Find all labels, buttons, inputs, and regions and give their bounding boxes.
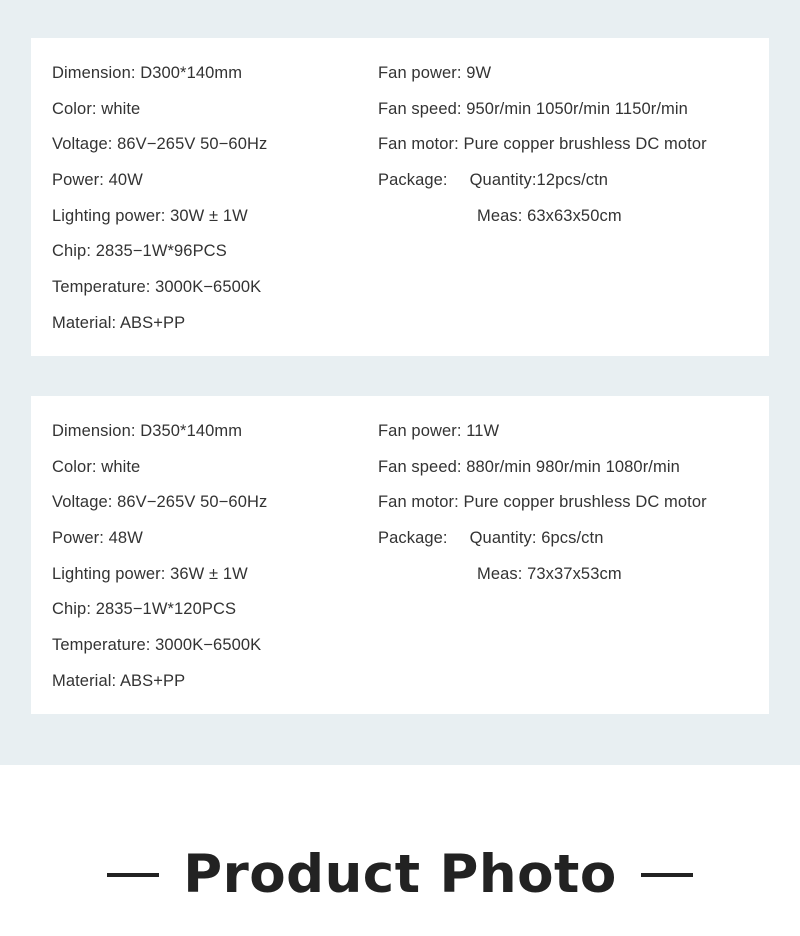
spec-lighting-power: Lighting power: 36W ± 1W <box>52 564 248 583</box>
package-meas: Meas: 63x63x50cm <box>477 206 622 225</box>
spec-list-general <box>52 418 267 704</box>
section-title: Product Photo <box>183 844 617 905</box>
spec-list-general <box>52 60 267 346</box>
spec-power: Power: 48W <box>52 529 143 548</box>
spec-color: Color: white <box>52 99 141 118</box>
package-label: Package: <box>378 529 448 548</box>
spec-list-fan <box>378 60 707 238</box>
spec-lighting-power: Lighting power: 30W ± 1W <box>52 206 248 225</box>
spec-fan-speed: Fan speed: 880r/min 980r/min 1080r/min <box>378 457 680 476</box>
package-quantity: Quantity:12pcs/ctn <box>469 171 609 190</box>
heading-dash-left <box>107 873 159 877</box>
package-meas: Meas: 73x37x53cm <box>477 564 622 583</box>
section-heading <box>0 845 800 905</box>
spec-fan-power: Fan power: 11W <box>378 422 500 440</box>
spec-fan-speed: Fan speed: 950r/min 1050r/min 1150r/min <box>378 99 688 118</box>
spec-dimension: Dimension: D350*140mm <box>52 422 243 440</box>
heading-dash-right <box>641 873 693 877</box>
spec-power: Power: 40W <box>52 171 143 190</box>
spec-voltage: Voltage: 86V−265V 50−60Hz <box>52 135 268 154</box>
spec-package <box>378 167 707 203</box>
spec-voltage: Voltage: 86V−265V 50−60Hz <box>52 493 268 512</box>
spec-fan-motor: Fan motor: Pure copper brushless DC motor <box>378 135 707 154</box>
package-label: Package: <box>378 171 448 190</box>
spec-fan-motor: Fan motor: Pure copper brushless DC motor <box>378 493 707 512</box>
spec-card-model-2 <box>31 396 769 714</box>
spec-list-fan <box>378 418 707 596</box>
spec-material: Material: ABS+PP <box>52 671 186 690</box>
spec-package <box>378 525 707 561</box>
spec-temperature: Temperature: 3000K−6500K <box>52 278 262 297</box>
spec-material: Material: ABS+PP <box>52 313 186 332</box>
spec-color: Color: white <box>52 457 141 476</box>
spec-card-model-1 <box>31 38 769 356</box>
spec-fan-power: Fan power: 9W <box>378 64 492 82</box>
spec-chip: Chip: 2835−1W*96PCS <box>52 242 227 261</box>
product-photo-section <box>0 765 800 936</box>
package-quantity: Quantity: 6pcs/ctn <box>469 529 604 548</box>
spec-temperature: Temperature: 3000K−6500K <box>52 636 262 655</box>
spec-chip: Chip: 2835−1W*120PCS <box>52 600 237 619</box>
spec-dimension: Dimension: D300*140mm <box>52 64 243 82</box>
